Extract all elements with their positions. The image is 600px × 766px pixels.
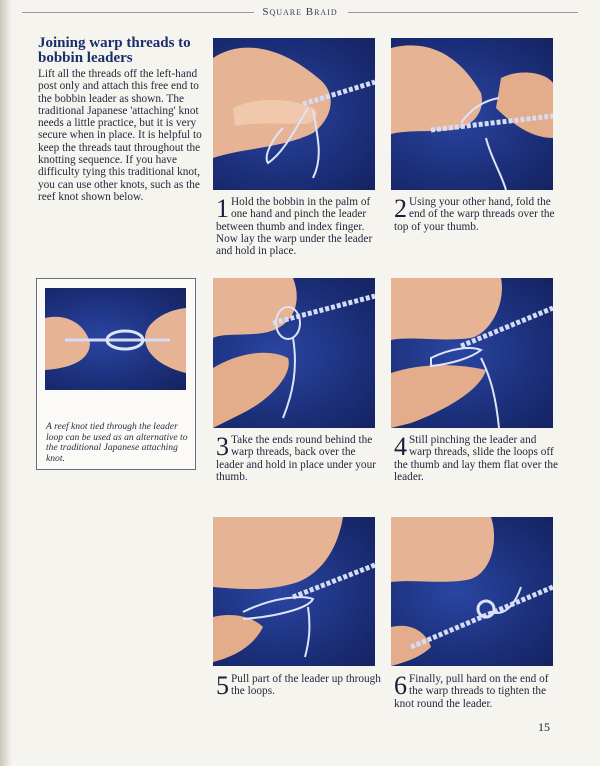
step-number: 1 — [216, 194, 229, 223]
step-instruction: Still pinching the leader and warp threads, slide the loops off the thumb and lay them flat over the leader. — [394, 434, 559, 483]
step-5-photo — [213, 517, 375, 666]
step-instruction: Hold the bobbin in the palm of one hand and pinch the leader between thumb and index finger. Now lay the warp under the leader and hold in place. — [216, 196, 373, 258]
step-1-text — [216, 196, 381, 257]
reef-knot-photo — [45, 288, 186, 390]
section-heading: Joining warp threads to bobbin leaders — [38, 35, 191, 66]
step-3-text — [216, 434, 381, 483]
step-4-text — [394, 434, 559, 483]
step-3-photo — [213, 278, 375, 428]
intro-section — [38, 36, 208, 203]
step-number: 4 — [394, 432, 407, 461]
intro-paragraph: Lift all the threads off the left-hand post only and attach this free end to the bobbin leader as shown. The traditional Japanese 'attaching' knot needs a little practice, but it is very secure when in place. It is helpful to keep the threads taut throughout the knotting sequence. If you have difficulty tying this traditional knot, you can use other knots, such as the reef knot shown below. — [38, 68, 202, 203]
step-6-photo — [391, 517, 553, 666]
step-number: 5 — [216, 671, 229, 700]
step-number: 2 — [394, 194, 407, 223]
step-instruction: Using your other hand, fold the end of the warp threads over the top of your thumb. — [394, 196, 555, 233]
step-1-photo — [213, 38, 375, 190]
step-5-text — [216, 673, 381, 698]
sidebar-caption: A reef knot tied through the leader loop can be used as an alternative to the traditional Japanese attaching knot. — [46, 421, 188, 464]
step-2-photo — [391, 38, 553, 190]
step-number: 3 — [216, 432, 229, 461]
step-6-text — [394, 673, 559, 710]
step-2-text — [394, 196, 559, 233]
running-head-rule-right — [348, 12, 578, 13]
step-instruction: Take the ends round behind the warp threads, back over the leader and hold in place under your thumb. — [216, 434, 376, 483]
step-4-photo — [391, 278, 553, 428]
page-gutter-shadow — [0, 0, 12, 766]
reef-knot-sidebar — [36, 278, 196, 470]
step-number: 6 — [394, 671, 407, 700]
step-instruction: Finally, pull hard on the end of the warp threads to tighten the knot round the leader. — [394, 673, 549, 710]
running-head: Square Braid — [262, 6, 338, 18]
page-number: 15 — [538, 720, 550, 734]
step-instruction: Pull part of the leader up through the loops. — [231, 673, 381, 698]
